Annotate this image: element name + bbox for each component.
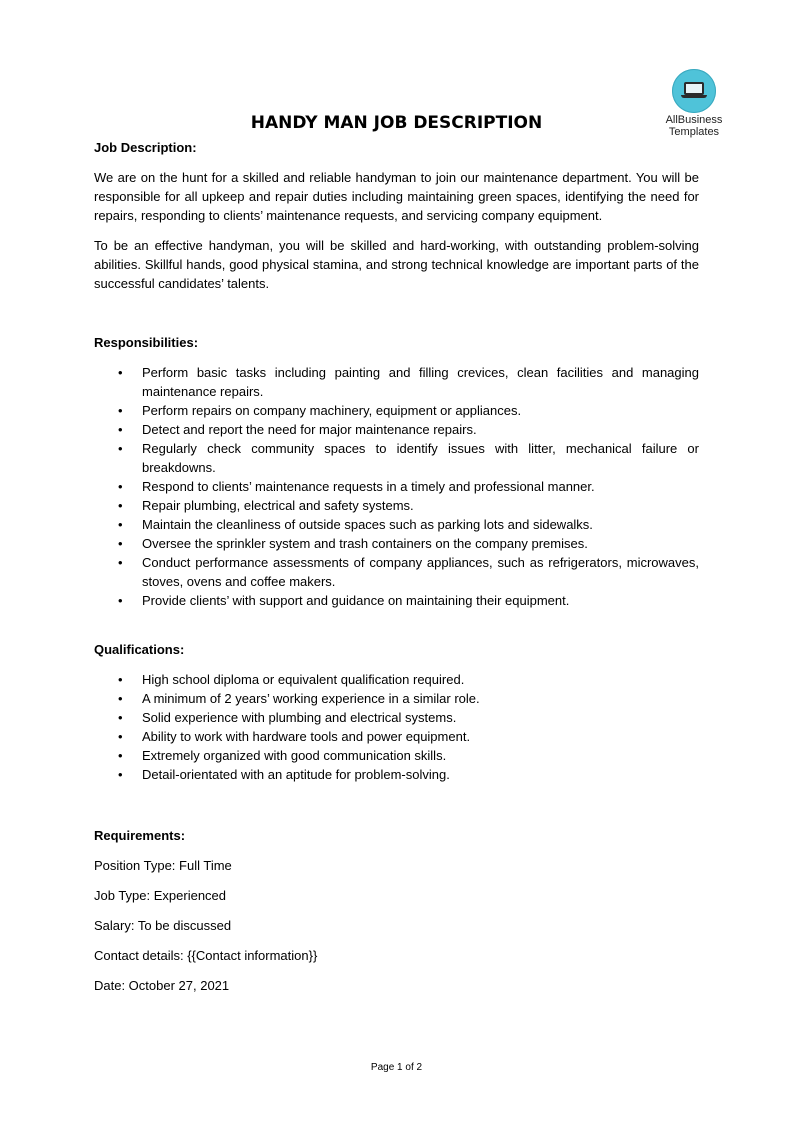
job-description-heading: Job Description: (94, 140, 197, 155)
qualifications-list (94, 670, 699, 784)
list-item: • A minimum of 2 years’ working experience in a similar role. (118, 691, 480, 706)
qualifications-heading: Qualifications: (94, 642, 185, 657)
salary: Salary: To be discussed (94, 918, 232, 933)
list-item: • Regularly check community spaces to identify issues with litter, mechanical failure or breakdowns. (118, 441, 699, 475)
requirements-heading: Requirements: (94, 828, 186, 843)
list-item: • Perform repairs on company machinery, equipment or appliances. (118, 403, 522, 418)
bullet-icon: • (118, 365, 123, 380)
bullet-icon: • (118, 498, 123, 513)
list-item: • Perform basic tasks including painting and filling crevices, clean facilities and managing maintenance repairs. (118, 365, 699, 399)
logo-line-2: Templates (668, 126, 720, 138)
bullet-icon: • (118, 479, 123, 494)
list-item: • Ability to work with hardware tools and power equipment. (118, 729, 471, 744)
bullet-icon: • (118, 691, 123, 706)
responsibilities-heading: Responsibilities: (94, 335, 199, 350)
list-item: • Extremely organized with good communication skills. (118, 748, 447, 763)
bullet-icon: • (118, 593, 123, 608)
list-item: • Respond to clients’ maintenance requests in a timely and professional manner. (118, 479, 595, 494)
bullet-icon: • (118, 672, 123, 687)
date: Date: October 27, 2021 (94, 978, 230, 993)
list-item: • Repair plumbing, electrical and safety systems. (118, 498, 414, 513)
position-type: Position Type: Full Time (94, 858, 232, 873)
list-item: • Maintain the cleanliness of outside spaces such as parking lots and sidewalks. (118, 517, 593, 532)
list-item: • Solid experience with plumbing and electrical systems. (118, 710, 457, 725)
list-item: • Oversee the sprinkler system and trash containers on the company premises. (118, 536, 588, 551)
bullet-icon: • (118, 536, 123, 551)
list-item: • Conduct performance assessments of company appliances, such as refrigerators, microwaves, stoves, ovens and coffee makers. (118, 555, 699, 589)
bullet-icon: • (118, 729, 123, 744)
job-description-paragraph-1: We are on the hunt for a skilled and reliable handyman to join our maintenance department. You will be responsible for all upkeep and repair duties including maintaining green spaces, identifying the need for repairs, responding to clients’ maintenance requests, and servicing company equipment. (94, 170, 699, 223)
bullet-icon: • (118, 403, 123, 418)
logo-line-1: AllBusiness (665, 114, 723, 126)
bullet-icon: • (118, 748, 123, 763)
document-title: HANDY MAN JOB DESCRIPTION (250, 113, 543, 133)
page-number: Page 1 of 2 (370, 1062, 423, 1073)
list-item: • Detail-orientated with an aptitude for problem-solving. (118, 767, 450, 782)
bullet-icon: • (118, 555, 123, 570)
list-item: • Detect and report the need for major maintenance repairs. (118, 422, 477, 437)
job-description-paragraph-2: To be an effective handyman, you will be skilled and hard-working, with outstanding problem-solving abilities. Skillful hands, good physical stamina, and strong technical knowledge are important parts of the successful candidates’ talents. (94, 238, 699, 291)
laptop-icon (672, 69, 716, 113)
list-item: • Provide clients’ with support and guidance on maintaining their equipment. (118, 593, 570, 608)
bullet-icon: • (118, 517, 123, 532)
responsibilities-list (94, 363, 699, 610)
bullet-icon: • (118, 710, 123, 725)
list-item: • High school diploma or equivalent qualification required. (118, 672, 465, 687)
document-body (94, 138, 699, 995)
bullet-icon: • (118, 441, 123, 456)
job-type: Job Type: Experienced (94, 888, 227, 903)
contact-details: Contact details: {{Contact information}} (94, 948, 318, 963)
bullet-icon: • (118, 767, 123, 782)
bullet-icon: • (118, 422, 123, 437)
